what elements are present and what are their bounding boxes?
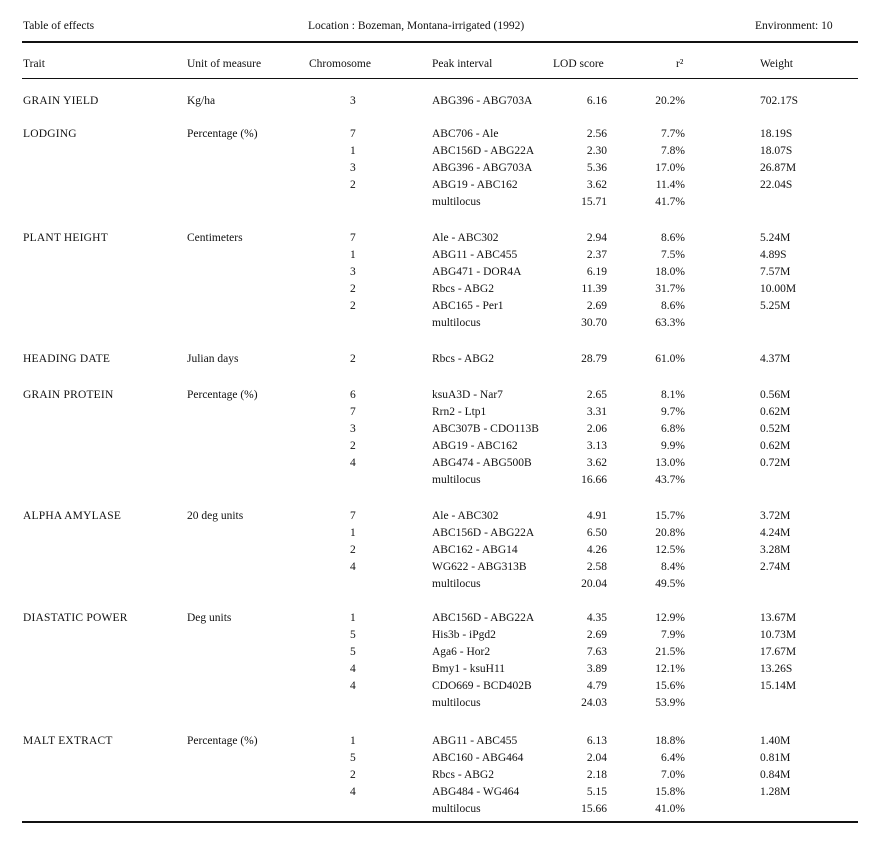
cell-chromosome: 4: [350, 663, 356, 675]
cell-weight: 2.74M: [760, 561, 791, 573]
cell-r2: 15.6%: [655, 680, 685, 692]
cell-lod: 6.13: [586, 735, 607, 747]
cell-peak: ABG19 - ABC162: [432, 440, 518, 452]
cell-weight: 0.62M: [760, 406, 791, 418]
cell-peak: Rbcs - ABG2: [432, 769, 494, 781]
cell-chromosome: 5: [350, 646, 356, 658]
table-row: [0, 317, 895, 334]
col-unit: Unit of measure: [187, 58, 262, 70]
table-row: [0, 266, 895, 283]
cell-weight: 0.72M: [760, 457, 791, 469]
cell-peak: ABG11 - ABC455: [432, 249, 518, 261]
table-row: [0, 423, 895, 440]
cell-chromosome: 4: [350, 680, 356, 692]
environment-label: Environment: 10: [755, 20, 833, 32]
cell-chromosome: 4: [350, 786, 356, 798]
cell-unit: Centimeters: [187, 232, 243, 244]
cell-peak: Rbcs - ABG2: [432, 353, 494, 365]
cell-lod: 3.13: [586, 440, 607, 452]
cell-lod: 4.91: [586, 510, 607, 522]
col-weight: Weight: [760, 58, 793, 70]
table-row: [0, 196, 895, 213]
cell-chromosome: 5: [350, 752, 356, 764]
cell-lod: 6.16: [586, 95, 607, 107]
cell-weight: 10.73M: [760, 629, 797, 641]
cell-peak: CDO669 - BCD402B: [432, 680, 532, 692]
cell-weight: 22.04S: [760, 179, 793, 191]
cell-peak: multilocus: [432, 803, 481, 815]
cell-lod: 11.39: [581, 283, 607, 295]
cell-lod: 2.69: [586, 629, 607, 641]
cell-r2: 53.9%: [655, 697, 685, 709]
cell-r2: 18.8%: [655, 735, 685, 747]
table-row: [0, 232, 895, 249]
cell-peak: Rbcs - ABG2: [432, 283, 494, 295]
cell-lod: 6.19: [586, 266, 607, 278]
table-row: [0, 735, 895, 752]
table-row: [0, 663, 895, 680]
cell-weight: 17.67M: [760, 646, 797, 658]
cell-lod: 2.06: [586, 423, 607, 435]
cell-r2: 7.5%: [661, 249, 685, 261]
cell-chromosome: 2: [350, 769, 356, 781]
cell-r2: 12.9%: [655, 612, 685, 624]
cell-chromosome: 3: [350, 162, 356, 174]
cell-peak: ABG471 - DOR4A: [432, 266, 522, 278]
cell-r2: 7.0%: [661, 769, 685, 781]
cell-trait: LODGING: [23, 128, 77, 140]
cell-r2: 18.0%: [655, 266, 685, 278]
cell-chromosome: 7: [350, 406, 356, 418]
table-row: [0, 474, 895, 491]
table-row: [0, 629, 895, 646]
cell-chromosome: 3: [350, 95, 356, 107]
table-row: [0, 95, 895, 112]
cell-r2: 49.5%: [655, 578, 685, 590]
col-r-squared: r²: [676, 58, 684, 70]
cell-lod: 3.89: [586, 663, 607, 675]
header-rule: [22, 78, 858, 79]
cell-unit: Percentage (%): [187, 735, 258, 747]
cell-trait: DIASTATIC POWER: [23, 612, 128, 624]
cell-r2: 15.7%: [655, 510, 685, 522]
cell-chromosome: 3: [350, 266, 356, 278]
cell-r2: 7.9%: [661, 629, 685, 641]
cell-lod: 16.66: [581, 474, 607, 486]
cell-r2: 21.5%: [655, 646, 685, 658]
cell-peak: ABG474 - ABG500B: [432, 457, 532, 469]
col-trait: Trait: [23, 58, 45, 70]
cell-r2: 8.6%: [661, 232, 685, 244]
cell-lod: 3.62: [586, 179, 607, 191]
cell-weight: 0.52M: [760, 423, 791, 435]
cell-weight: 15.14M: [760, 680, 797, 692]
cell-chromosome: 1: [350, 612, 356, 624]
cell-lod: 2.56: [586, 128, 607, 140]
location-label: Location : Bozeman, Montana-irrigated (1992): [308, 20, 525, 32]
table-row: [0, 283, 895, 300]
cell-peak: Aga6 - Hor2: [432, 646, 491, 658]
cell-lod: 28.79: [581, 353, 607, 365]
cell-peak: ABG396 - ABG703A: [432, 162, 533, 174]
cell-r2: 61.0%: [655, 353, 685, 365]
cell-weight: 1.28M: [760, 786, 791, 798]
cell-unit: 20 deg units: [187, 510, 244, 522]
cell-peak: ABC162 - ABG14: [432, 544, 518, 556]
cell-chromosome: 2: [350, 440, 356, 452]
cell-lod: 15.66: [581, 803, 607, 815]
cell-lod: 4.26: [586, 544, 607, 556]
cell-r2: 17.0%: [655, 162, 685, 174]
cell-r2: 63.3%: [655, 317, 685, 329]
cell-lod: 2.58: [586, 561, 607, 573]
cell-peak: ABC307B - CDO113B: [432, 423, 539, 435]
cell-weight: 4.89S: [760, 249, 787, 261]
cell-weight: 13.26S: [760, 663, 793, 675]
cell-lod: 20.04: [581, 578, 607, 590]
cell-unit: Percentage (%): [187, 389, 258, 401]
cell-r2: 8.6%: [661, 300, 685, 312]
cell-lod: 5.36: [586, 162, 607, 174]
table-row: [0, 561, 895, 578]
col-peak-interval: Peak interval: [432, 58, 493, 70]
cell-peak: ABC706 - Ale: [432, 128, 499, 140]
cell-trait: ALPHA AMYLASE: [23, 510, 122, 522]
cell-weight: 26.87M: [760, 162, 797, 174]
cell-peak: Ale - ABC302: [432, 232, 499, 244]
table-row: [0, 128, 895, 145]
cell-weight: 0.56M: [760, 389, 791, 401]
cell-r2: 15.8%: [655, 786, 685, 798]
cell-trait: GRAIN PROTEIN: [23, 389, 114, 401]
col-lod-score: LOD score: [553, 58, 604, 70]
cell-lod: 6.50: [586, 527, 607, 539]
cell-chromosome: 2: [350, 353, 356, 365]
cell-peak: Bmy1 - ksuH11: [432, 663, 506, 675]
cell-chromosome: 4: [350, 457, 356, 469]
cell-peak: ABC165 - Per1: [432, 300, 504, 312]
table-row: [0, 646, 895, 663]
cell-r2: 8.4%: [661, 561, 685, 573]
table-row: [0, 578, 895, 595]
cell-r2: 9.7%: [661, 406, 685, 418]
cell-lod: 30.70: [581, 317, 607, 329]
cell-peak: multilocus: [432, 697, 481, 709]
cell-weight: 0.84M: [760, 769, 791, 781]
cell-chromosome: 2: [350, 300, 356, 312]
cell-unit: Julian days: [187, 353, 239, 365]
table-row: [0, 680, 895, 697]
cell-r2: 43.7%: [655, 474, 685, 486]
cell-weight: 3.28M: [760, 544, 791, 556]
cell-r2: 12.5%: [655, 544, 685, 556]
cell-trait: MALT EXTRACT: [23, 735, 113, 747]
cell-peak: ABC156D - ABG22A: [432, 145, 535, 157]
cell-lod: 2.69: [586, 300, 607, 312]
cell-chromosome: 7: [350, 128, 356, 140]
table-row: [0, 179, 895, 196]
cell-chromosome: 1: [350, 527, 356, 539]
cell-lod: 3.62: [586, 457, 607, 469]
table-row: [0, 353, 895, 370]
cell-r2: 41.0%: [655, 803, 685, 815]
cell-lod: 2.65: [586, 389, 607, 401]
col-chromosome: Chromosome: [309, 58, 371, 70]
bottom-rule: [22, 821, 858, 823]
cell-peak: ABG396 - ABG703A: [432, 95, 533, 107]
cell-chromosome: 6: [350, 389, 356, 401]
cell-trait: PLANT HEIGHT: [23, 232, 108, 244]
cell-r2: 11.4%: [655, 179, 685, 191]
table-row: [0, 752, 895, 769]
cell-weight: 1.40M: [760, 735, 791, 747]
cell-lod: 5.15: [586, 786, 607, 798]
cell-lod: 2.30: [586, 145, 607, 157]
cell-peak: ABG19 - ABC162: [432, 179, 518, 191]
cell-peak: multilocus: [432, 474, 481, 486]
table-row: [0, 612, 895, 629]
cell-chromosome: 2: [350, 544, 356, 556]
table-row: [0, 389, 895, 406]
cell-r2: 13.0%: [655, 457, 685, 469]
cell-chromosome: 1: [350, 145, 356, 157]
cell-peak: His3b - iPgd2: [432, 629, 496, 641]
cell-peak: WG622 - ABG313B: [432, 561, 527, 573]
cell-chromosome: 1: [350, 249, 356, 261]
cell-trait: GRAIN YIELD: [23, 95, 99, 107]
cell-r2: 12.1%: [655, 663, 685, 675]
cell-peak: multilocus: [432, 317, 481, 329]
cell-r2: 7.7%: [661, 128, 685, 140]
cell-lod: 15.71: [581, 196, 607, 208]
cell-r2: 6.4%: [661, 752, 685, 764]
cell-weight: 5.24M: [760, 232, 791, 244]
cell-chromosome: 5: [350, 629, 356, 641]
cell-weight: 0.81M: [760, 752, 791, 764]
table-row: [0, 300, 895, 317]
table-row: [0, 406, 895, 423]
cell-weight: 4.24M: [760, 527, 791, 539]
cell-lod: 3.31: [586, 406, 607, 418]
table-row: [0, 527, 895, 544]
cell-unit: Deg units: [187, 612, 232, 624]
cell-r2: 20.8%: [655, 527, 685, 539]
cell-unit: Percentage (%): [187, 128, 258, 140]
cell-peak: ABG484 - WG464: [432, 786, 520, 798]
cell-lod: 7.63: [586, 646, 607, 658]
cell-lod: 2.94: [586, 232, 607, 244]
cell-r2: 41.7%: [655, 196, 685, 208]
cell-chromosome: 7: [350, 232, 356, 244]
cell-weight: 4.37M: [760, 353, 791, 365]
table-label: Table of effects: [23, 20, 95, 32]
cell-weight: 702.17S: [760, 95, 799, 107]
cell-weight: 0.62M: [760, 440, 791, 452]
cell-r2: 20.2%: [655, 95, 685, 107]
cell-peak: multilocus: [432, 578, 481, 590]
cell-lod: 2.18: [586, 769, 607, 781]
table-row: [0, 249, 895, 266]
table-row: [0, 697, 895, 714]
table-row: [0, 544, 895, 561]
table-row: [0, 803, 895, 820]
cell-r2: 31.7%: [655, 283, 685, 295]
cell-chromosome: 2: [350, 179, 356, 191]
cell-r2: 9.9%: [661, 440, 685, 452]
cell-trait: HEADING DATE: [23, 353, 111, 365]
cell-peak: ABC156D - ABG22A: [432, 527, 535, 539]
cell-peak: Rrn2 - Ltp1: [432, 406, 487, 418]
cell-weight: 13.67M: [760, 612, 797, 624]
table-row: [0, 786, 895, 803]
cell-unit: Kg/ha: [187, 95, 216, 107]
top-rule: [22, 41, 858, 43]
table-row: [0, 769, 895, 786]
cell-lod: 2.04: [586, 752, 607, 764]
table-row: [0, 145, 895, 162]
cell-weight: 5.25M: [760, 300, 791, 312]
cell-weight: 3.72M: [760, 510, 791, 522]
table-row: [0, 510, 895, 527]
table-row: [0, 440, 895, 457]
cell-chromosome: 3: [350, 423, 356, 435]
cell-lod: 4.35: [586, 612, 607, 624]
cell-chromosome: 7: [350, 510, 356, 522]
cell-r2: 7.8%: [661, 145, 685, 157]
cell-r2: 6.8%: [661, 423, 685, 435]
cell-peak: ABC156D - ABG22A: [432, 612, 535, 624]
cell-lod: 2.37: [586, 249, 607, 261]
cell-peak: ksuA3D - Nar7: [432, 389, 503, 401]
cell-chromosome: 4: [350, 561, 356, 573]
cell-weight: 18.19S: [760, 128, 793, 140]
cell-lod: 4.79: [586, 680, 607, 692]
cell-peak: multilocus: [432, 196, 481, 208]
cell-peak: ABG11 - ABC455: [432, 735, 518, 747]
table-row: [0, 162, 895, 179]
cell-r2: 8.1%: [661, 389, 685, 401]
cell-peak: Ale - ABC302: [432, 510, 499, 522]
cell-peak: ABC160 - ABG464: [432, 752, 524, 764]
cell-lod: 24.03: [581, 697, 607, 709]
cell-chromosome: 1: [350, 735, 356, 747]
table-row: [0, 457, 895, 474]
cell-weight: 7.57M: [760, 266, 791, 278]
cell-chromosome: 2: [350, 283, 356, 295]
cell-weight: 18.07S: [760, 145, 793, 157]
cell-weight: 10.00M: [760, 283, 797, 295]
